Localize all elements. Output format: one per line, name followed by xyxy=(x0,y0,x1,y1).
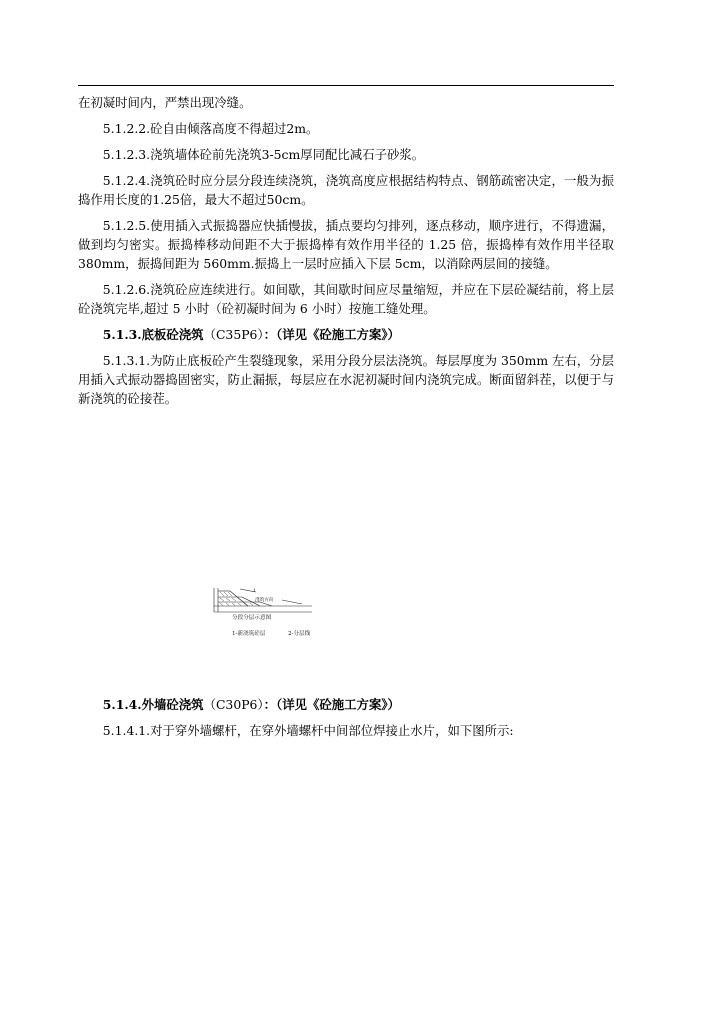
figure-legend-right: 2-分层线 xyxy=(288,631,311,637)
heading-5-1-3-code: （C35P6） xyxy=(203,327,264,342)
page-body xyxy=(78,93,614,415)
paragraph-5-1-2-4: 5.1.2.4.浇筑砼时应分层分段连续浇筑，浇筑高度应根据结构特点、钢筋疏密决定，一般为振捣作用长度的1.25倍，最大不超过50cm。 xyxy=(78,173,614,207)
heading-5-1-4 xyxy=(78,695,614,714)
paragraph-5-1-2-2: 5.1.2.2.砼自由倾落高度不得超过2m。 xyxy=(102,121,319,136)
heading-5-1-4-ref: ：（详见《砼施工方案》） xyxy=(263,697,400,712)
paragraph-5-1-3-1: 5.1.3.1.为防止底板砼产生裂缝现象，采用分段分层法浇筑。每层厚度为 350mm 左右，分层用插入式振动器捣固密实，防止漏振，每层应在水泥初凝时间内浇筑完成。断面留斜茬，以便于与新浇筑的砼接茬。 xyxy=(78,353,615,406)
paragraph-5-1-4-1: 5.1.4.1.对于穿外墙螺杆，在穿外墙螺杆中间部位焊接止水片，如下图所示: xyxy=(102,723,514,738)
heading-5-1-3-ref: ：（详见《砼施工方案》） xyxy=(263,327,400,342)
heading-5-1-3 xyxy=(78,325,614,344)
paragraph-5-1-2-5: 5.1.2.5.使用插入式振捣器应快插慢拔，插点要均匀排列，逐点移动，顺序进行，不得遗漏，做到均匀密实。振捣棒移动间距不大于振捣棒有效作用半径的 1.25 倍，振捣棒有效作用半径取 380mm，振捣间距为 560mm.振捣上一层时应插入下层 5cm，以消除两层间的接缝。 xyxy=(78,218,614,271)
heading-5-1-4-code: （C30P6） xyxy=(203,697,264,712)
figure-label-top: 1 xyxy=(253,589,256,594)
heading-5-1-3-number: 5.1.3.底板砼浇筑 xyxy=(102,327,204,342)
figure-title: 分段分层示意图 xyxy=(232,615,272,621)
paragraph-5-1-2-3: 5.1.2.3.浇筑墙体砼前先浇筑3-5cm厚同配比减石子砂浆。 xyxy=(102,147,425,162)
heading-5-1-4-number: 5.1.4.外墙砼浇筑 xyxy=(102,697,204,712)
figure-label-direction: 浇筑方向 xyxy=(255,598,274,603)
paragraph-continuation: 在初凝时间内，严禁出现冷缝。 xyxy=(78,95,252,110)
figure-legend-left: 1-新浇筑砼层 xyxy=(232,631,266,637)
paragraph-5-1-2-6: 5.1.2.6.浇筑砼应连续进行。如间歇，其间歇时间应尽量缩短，并应在下层砼凝结前，将上层砼浇筑完毕,超过 5 小时（砼初凝时间为 6 小时）按施工缝处理。 xyxy=(78,282,614,316)
header-rule xyxy=(78,85,614,86)
